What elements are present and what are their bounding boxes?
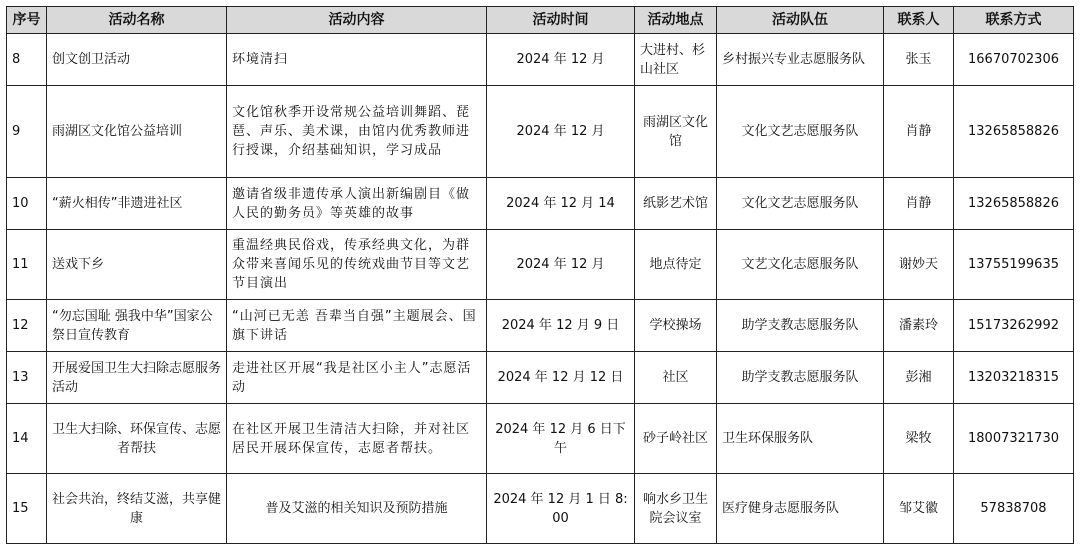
cell-phone: 13203218315	[954, 352, 1074, 404]
cell-name: 创文创卫活动	[47, 34, 227, 86]
cell-name: 开展爱国卫生大扫除志愿服务活动	[47, 352, 227, 404]
cell-time: 2024 年 12 月	[487, 86, 635, 178]
cell-content: 走进社区开展“我是社区小主人”志愿活动	[227, 352, 487, 404]
table-header-row	[7, 7, 1074, 34]
header-content: 活动内容	[227, 7, 487, 34]
activity-table-wrapper	[6, 6, 1074, 544]
cell-no: 10	[7, 178, 47, 230]
cell-no: 12	[7, 300, 47, 352]
cell-contact: 肖静	[884, 86, 954, 178]
cell-content: “山河已无恙 吾辈当自强”主题展会、国旗下讲话	[227, 300, 487, 352]
cell-team: 医疗健身志愿服务队	[717, 474, 884, 544]
table-row	[7, 178, 1074, 230]
cell-content: 环境清扫	[227, 34, 487, 86]
cell-phone: 13265858826	[954, 178, 1074, 230]
cell-phone: 13265858826	[954, 86, 1074, 178]
cell-team: 卫生环保服务队	[717, 404, 884, 474]
cell-name: 送戏下乡	[47, 230, 227, 300]
cell-place: 砂子岭社区	[635, 404, 717, 474]
header-name: 活动名称	[47, 7, 227, 34]
cell-team: 助学支教志愿服务队	[717, 300, 884, 352]
cell-contact: 谢妙天	[884, 230, 954, 300]
cell-place: 大进村、杉山社区	[635, 34, 717, 86]
cell-time: 2024 年 12 月 14	[487, 178, 635, 230]
cell-no: 14	[7, 404, 47, 474]
cell-team: 文化文艺志愿服务队	[717, 86, 884, 178]
cell-contact: 肖静	[884, 178, 954, 230]
cell-contact: 邹艾徽	[884, 474, 954, 544]
cell-time: 2024 年 12 月	[487, 230, 635, 300]
header-team: 活动队伍	[717, 7, 884, 34]
cell-place: 地点待定	[635, 230, 717, 300]
cell-no: 9	[7, 86, 47, 178]
cell-team: 助学支教志愿服务队	[717, 352, 884, 404]
table-row	[7, 404, 1074, 474]
cell-name: 社会共治，终结艾滋，共享健康	[47, 474, 227, 544]
cell-time: 2024 年 12 月	[487, 34, 635, 86]
cell-content: 邀请省级非遗传承人演出新编剧目《做人民的勤务员》等英雄的故事	[227, 178, 487, 230]
table-row	[7, 352, 1074, 404]
cell-phone: 16670702306	[954, 34, 1074, 86]
header-phone: 联系方式	[954, 7, 1074, 34]
cell-place: 响水乡卫生院会议室	[635, 474, 717, 544]
cell-time: 2024 年 12 月 9 日	[487, 300, 635, 352]
cell-phone: 18007321730	[954, 404, 1074, 474]
table-row	[7, 300, 1074, 352]
header-time: 活动时间	[487, 7, 635, 34]
cell-contact: 彭湘	[884, 352, 954, 404]
table-row	[7, 86, 1074, 178]
cell-no: 11	[7, 230, 47, 300]
cell-contact: 梁牧	[884, 404, 954, 474]
cell-contact: 潘素玲	[884, 300, 954, 352]
cell-content: 重温经典民俗戏，传承经典文化，为群众带来喜闻乐见的传统戏曲节目等文艺节目演出	[227, 230, 487, 300]
cell-no: 13	[7, 352, 47, 404]
cell-place: 社区	[635, 352, 717, 404]
cell-phone: 13755199635	[954, 230, 1074, 300]
cell-place: 雨湖区文化馆	[635, 86, 717, 178]
table-row	[7, 230, 1074, 300]
header-place: 活动地点	[635, 7, 717, 34]
cell-phone: 15173262992	[954, 300, 1074, 352]
cell-name: “勿忘国耻 强我中华”国家公祭日宣传教育	[47, 300, 227, 352]
cell-content: 文化馆秋季开设常规公益培训舞蹈、琵琶、声乐、美术课，由馆内优秀教师进行授课，介绍基础知识，学习成品	[227, 86, 487, 178]
cell-team: 文化文艺志愿服务队	[717, 178, 884, 230]
cell-place: 纸影艺术馆	[635, 178, 717, 230]
header-no: 序号	[7, 7, 47, 34]
cell-content: 普及艾滋的相关知识及预防措施	[227, 474, 487, 544]
cell-content: 在社区开展卫生清洁大扫除，并对社区居民开展环保宣传，志愿者帮扶。	[227, 404, 487, 474]
cell-place: 学校操场	[635, 300, 717, 352]
cell-name: 雨湖区文化馆公益培训	[47, 86, 227, 178]
cell-time: 2024 年 12 月 12 日	[487, 352, 635, 404]
volunteer-activity-table	[6, 6, 1074, 544]
cell-name: 卫生大扫除、环保宣传、志愿者帮扶	[47, 404, 227, 474]
table-row	[7, 34, 1074, 86]
header-contact: 联系人	[884, 7, 954, 34]
cell-phone: 57838708	[954, 474, 1074, 544]
cell-name: “薪火相传”非遗进社区	[47, 178, 227, 230]
cell-team: 乡村振兴专业志愿服务队	[717, 34, 884, 86]
cell-contact: 张玉	[884, 34, 954, 86]
table-row	[7, 474, 1074, 544]
cell-time: 2024 年 12 月 1 日 8:00	[487, 474, 635, 544]
cell-no: 8	[7, 34, 47, 86]
cell-no: 15	[7, 474, 47, 544]
cell-time: 2024 年 12 月 6 日下午	[487, 404, 635, 474]
cell-team: 文艺文化志愿服务队	[717, 230, 884, 300]
